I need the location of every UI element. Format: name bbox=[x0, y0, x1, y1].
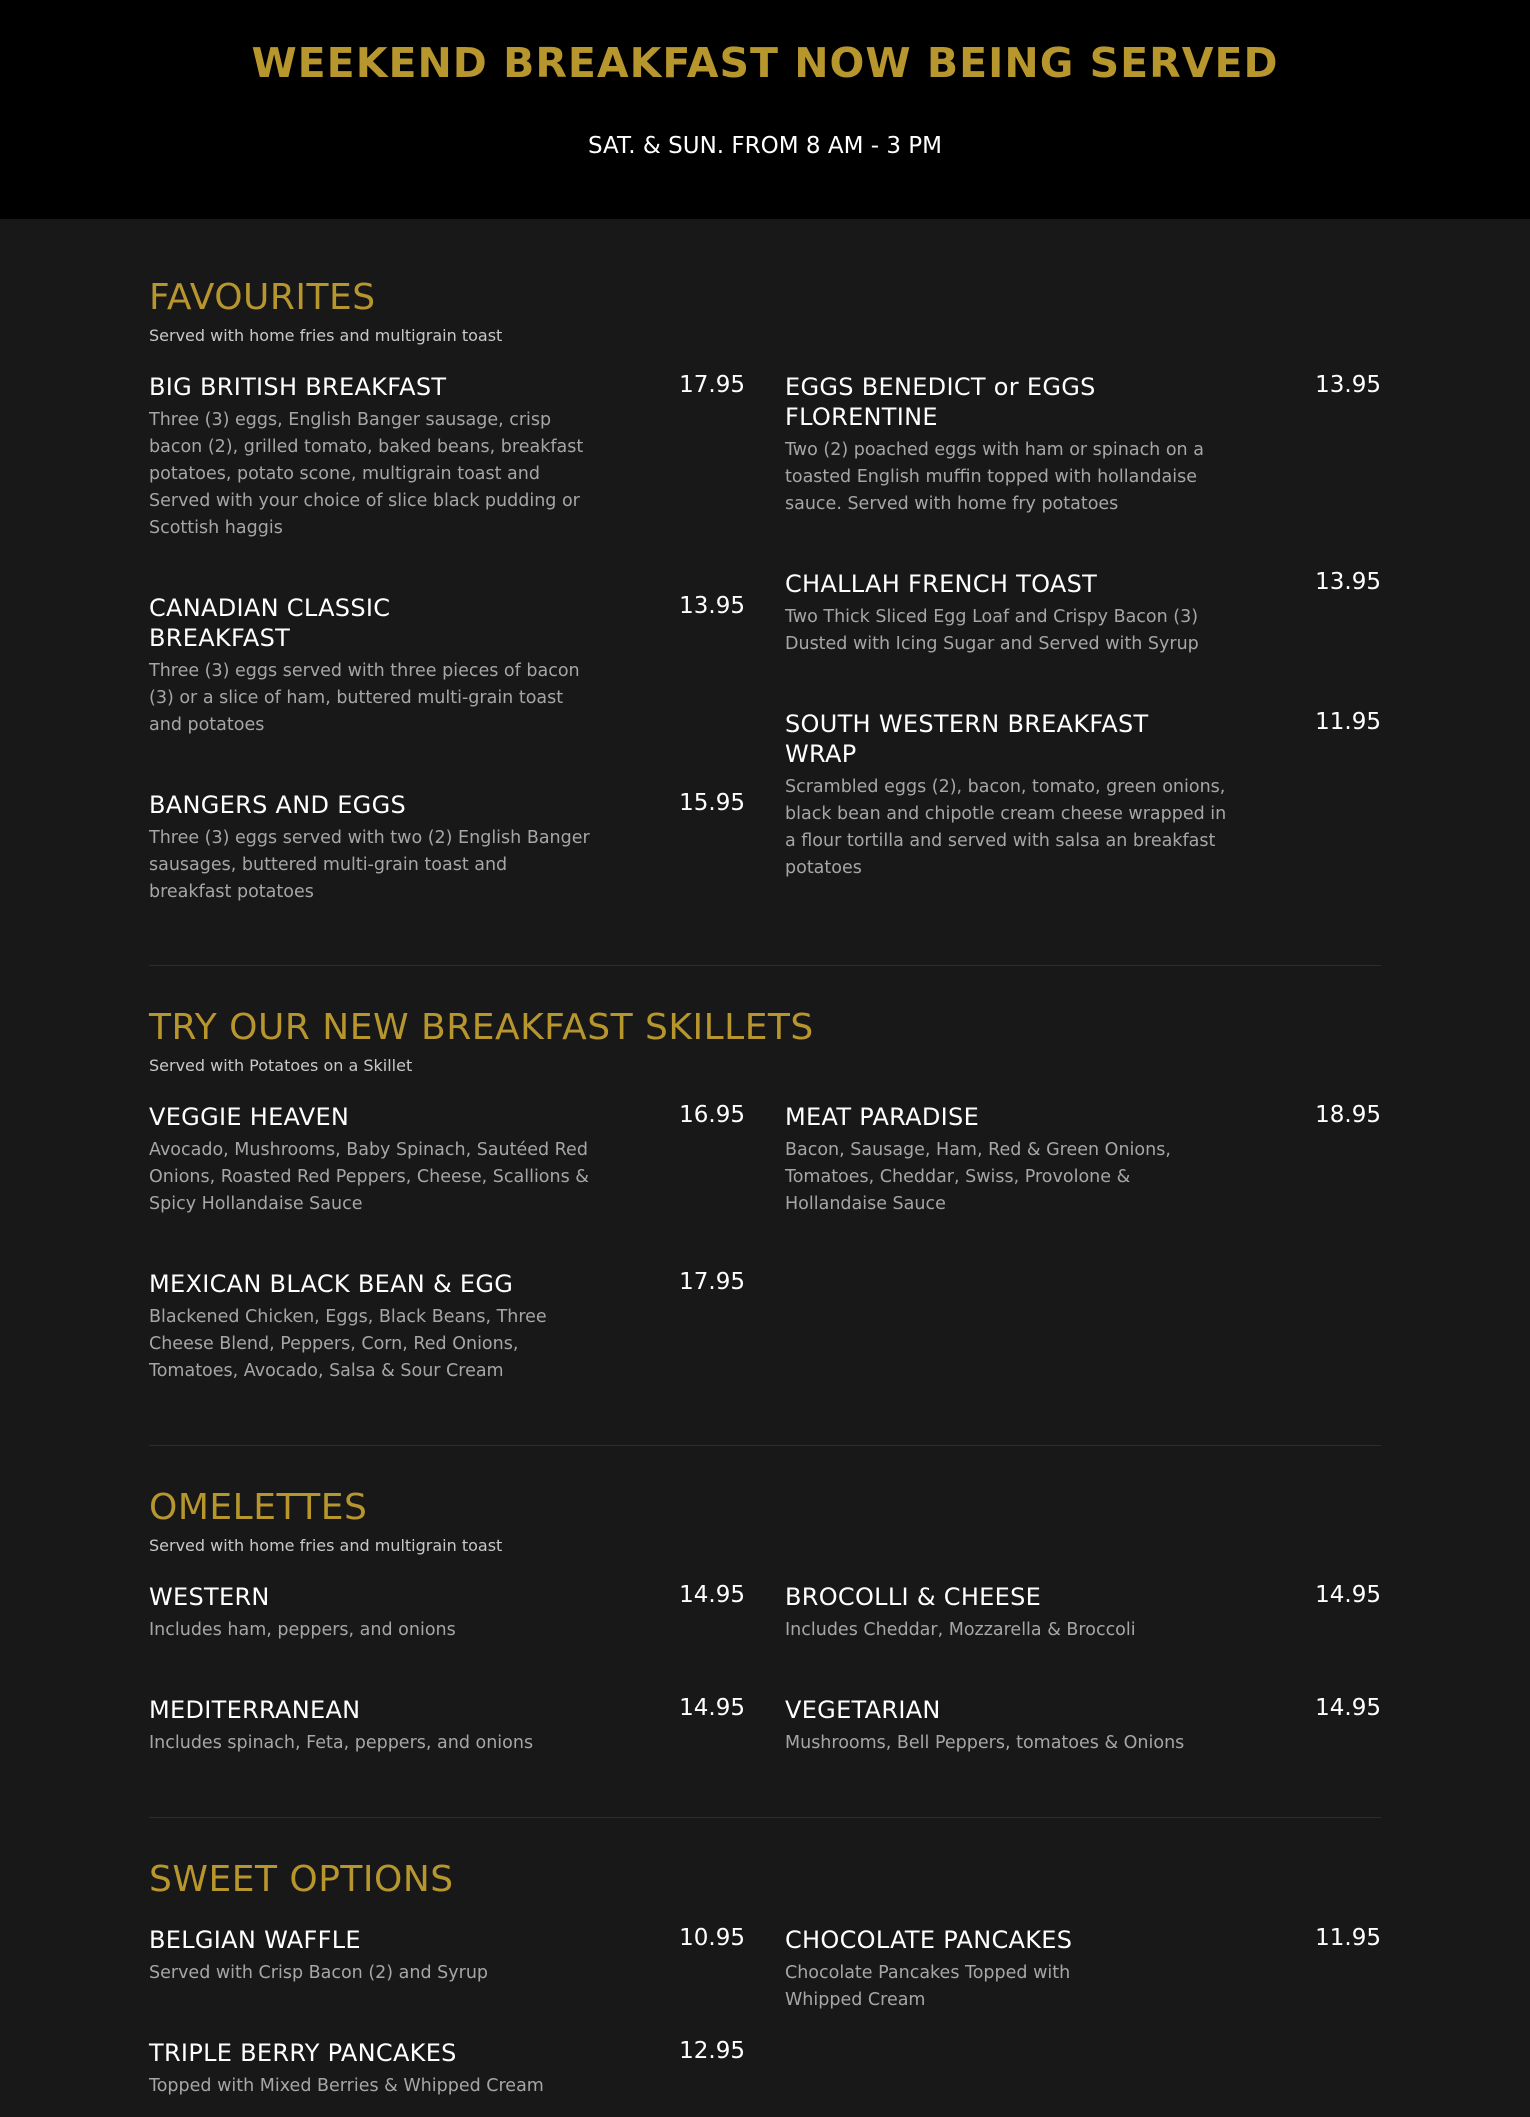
section-divider bbox=[149, 1817, 1381, 1818]
section-title: OMELETTES bbox=[149, 1487, 368, 1528]
item-description: Three (3) eggs served with two (2) English Banger sausages, buttered multi-grain toast and breakfast potatoes bbox=[149, 828, 590, 902]
serving-hours: SAT. & SUN. FROM 8 AM - 3 PM bbox=[588, 133, 942, 159]
item-description: Three (3) eggs served with three pieces of bacon (3) or a slice of ham, buttered multi-grain toast and potatoes bbox=[149, 661, 580, 735]
section-divider bbox=[149, 965, 1381, 966]
item-name: EGGS BENEDICT or EGGS FLORENTINE bbox=[785, 373, 1096, 431]
item-name: BELGIAN WAFFLE bbox=[149, 1926, 361, 1954]
item-price: 18.95 bbox=[1315, 1102, 1381, 1128]
item-name: MEDITERRANEAN bbox=[149, 1696, 361, 1724]
page-title: WEEKEND BREAKFAST NOW BEING SERVED bbox=[251, 39, 1279, 87]
item-name: BIG BRITISH BREAKFAST bbox=[149, 373, 447, 401]
item-description: Two Thick Sliced Egg Loaf and Crispy Bacon (3) Dusted with Icing Sugar and Served with Syrup bbox=[785, 607, 1199, 654]
item-price: 14.95 bbox=[1315, 1582, 1381, 1608]
item-name: CANADIAN CLASSIC BREAKFAST bbox=[149, 594, 391, 652]
item-name: MEXICAN BLACK BEAN & EGG bbox=[149, 1270, 514, 1298]
item-price: 13.95 bbox=[679, 593, 745, 619]
item-price: 15.95 bbox=[679, 790, 745, 816]
item-name: SOUTH WESTERN BREAKFAST WRAP bbox=[785, 710, 1149, 768]
item-name: TRIPLE BERRY PANCAKES bbox=[149, 2039, 457, 2067]
section-note: Served with Potatoes on a Skillet bbox=[149, 1056, 413, 1075]
item-name: WESTERN bbox=[149, 1583, 270, 1611]
item-price: 16.95 bbox=[679, 1102, 745, 1128]
item-description: Bacon, Sausage, Ham, Red & Green Onions, Tomatoes, Cheddar, Swiss, Provolone & Hollandaise Sauce bbox=[785, 1140, 1171, 1214]
item-description: Scrambled eggs (2), bacon, tomato, green onions, black bean and chipotle cream cheese wrapped in a flour tortilla and served with salsa an breakfast potatoes bbox=[785, 777, 1227, 878]
item-description: Avocado, Mushrooms, Baby Spinach, Sautéed Red Onions, Roasted Red Peppers, Cheese, Scallions & Spicy Hollandaise Sauce bbox=[149, 1140, 589, 1214]
item-price: 17.95 bbox=[679, 372, 745, 398]
item-price: 17.95 bbox=[679, 1269, 745, 1295]
item-name: CHALLAH FRENCH TOAST bbox=[785, 570, 1098, 598]
item-name: VEGETARIAN bbox=[785, 1696, 941, 1724]
item-price: 10.95 bbox=[679, 1925, 745, 1951]
item-name: BROCOLLI & CHEESE bbox=[785, 1583, 1042, 1611]
item-price: 13.95 bbox=[1315, 569, 1381, 595]
section-note: Served with home fries and multigrain toast bbox=[149, 326, 503, 345]
section-title: SWEET OPTIONS bbox=[149, 1859, 454, 1900]
item-price: 12.95 bbox=[679, 2038, 745, 2064]
section-divider bbox=[149, 1445, 1381, 1446]
item-description: Includes ham, peppers, and onions bbox=[149, 1620, 456, 1640]
item-description: Chocolate Pancakes Topped with Whipped Cream bbox=[785, 1963, 1071, 2010]
item-description: Blackened Chicken, Eggs, Black Beans, Three Cheese Blend, Peppers, Corn, Red Onions, Tomatoes, Avocado, Salsa & Sour Cream bbox=[149, 1307, 547, 1381]
item-description: Topped with Mixed Berries & Whipped Cream bbox=[149, 2076, 544, 2096]
item-description: Three (3) eggs, English Banger sausage, crisp bacon (2), grilled tomato, baked beans, breakfast potatoes, potato scone, multigrain toast and Served with your choice of slice black pudding or Scottish haggis bbox=[149, 410, 584, 538]
page-header bbox=[0, 0, 1530, 219]
item-description: Two (2) poached eggs with ham or spinach on a toasted English muffin topped with hollandaise sauce. Served with home fry potatoes bbox=[785, 440, 1204, 514]
section-title: FAVOURITES bbox=[149, 277, 376, 318]
item-description: Mushrooms, Bell Peppers, tomatoes & Onions bbox=[785, 1733, 1185, 1753]
item-name: CHOCOLATE PANCAKES bbox=[785, 1926, 1073, 1954]
section-note: Served with home fries and multigrain toast bbox=[149, 1536, 503, 1555]
item-price: 14.95 bbox=[679, 1582, 745, 1608]
item-price: 13.95 bbox=[1315, 372, 1381, 398]
item-name: MEAT PARADISE bbox=[785, 1103, 980, 1131]
item-name: BANGERS AND EGGS bbox=[149, 791, 407, 819]
section-title: TRY OUR NEW BREAKFAST SKILLETS bbox=[149, 1007, 814, 1048]
item-name: VEGGIE HEAVEN bbox=[149, 1103, 350, 1131]
item-description: Includes spinach, Feta, peppers, and onions bbox=[149, 1733, 534, 1753]
item-description: Served with Crisp Bacon (2) and Syrup bbox=[149, 1963, 489, 1983]
item-description: Includes Cheddar, Mozzarella & Broccoli bbox=[785, 1620, 1136, 1640]
item-price: 14.95 bbox=[1315, 1695, 1381, 1721]
item-price: 11.95 bbox=[1315, 1925, 1381, 1951]
item-price: 14.95 bbox=[679, 1695, 745, 1721]
item-price: 11.95 bbox=[1315, 709, 1381, 735]
